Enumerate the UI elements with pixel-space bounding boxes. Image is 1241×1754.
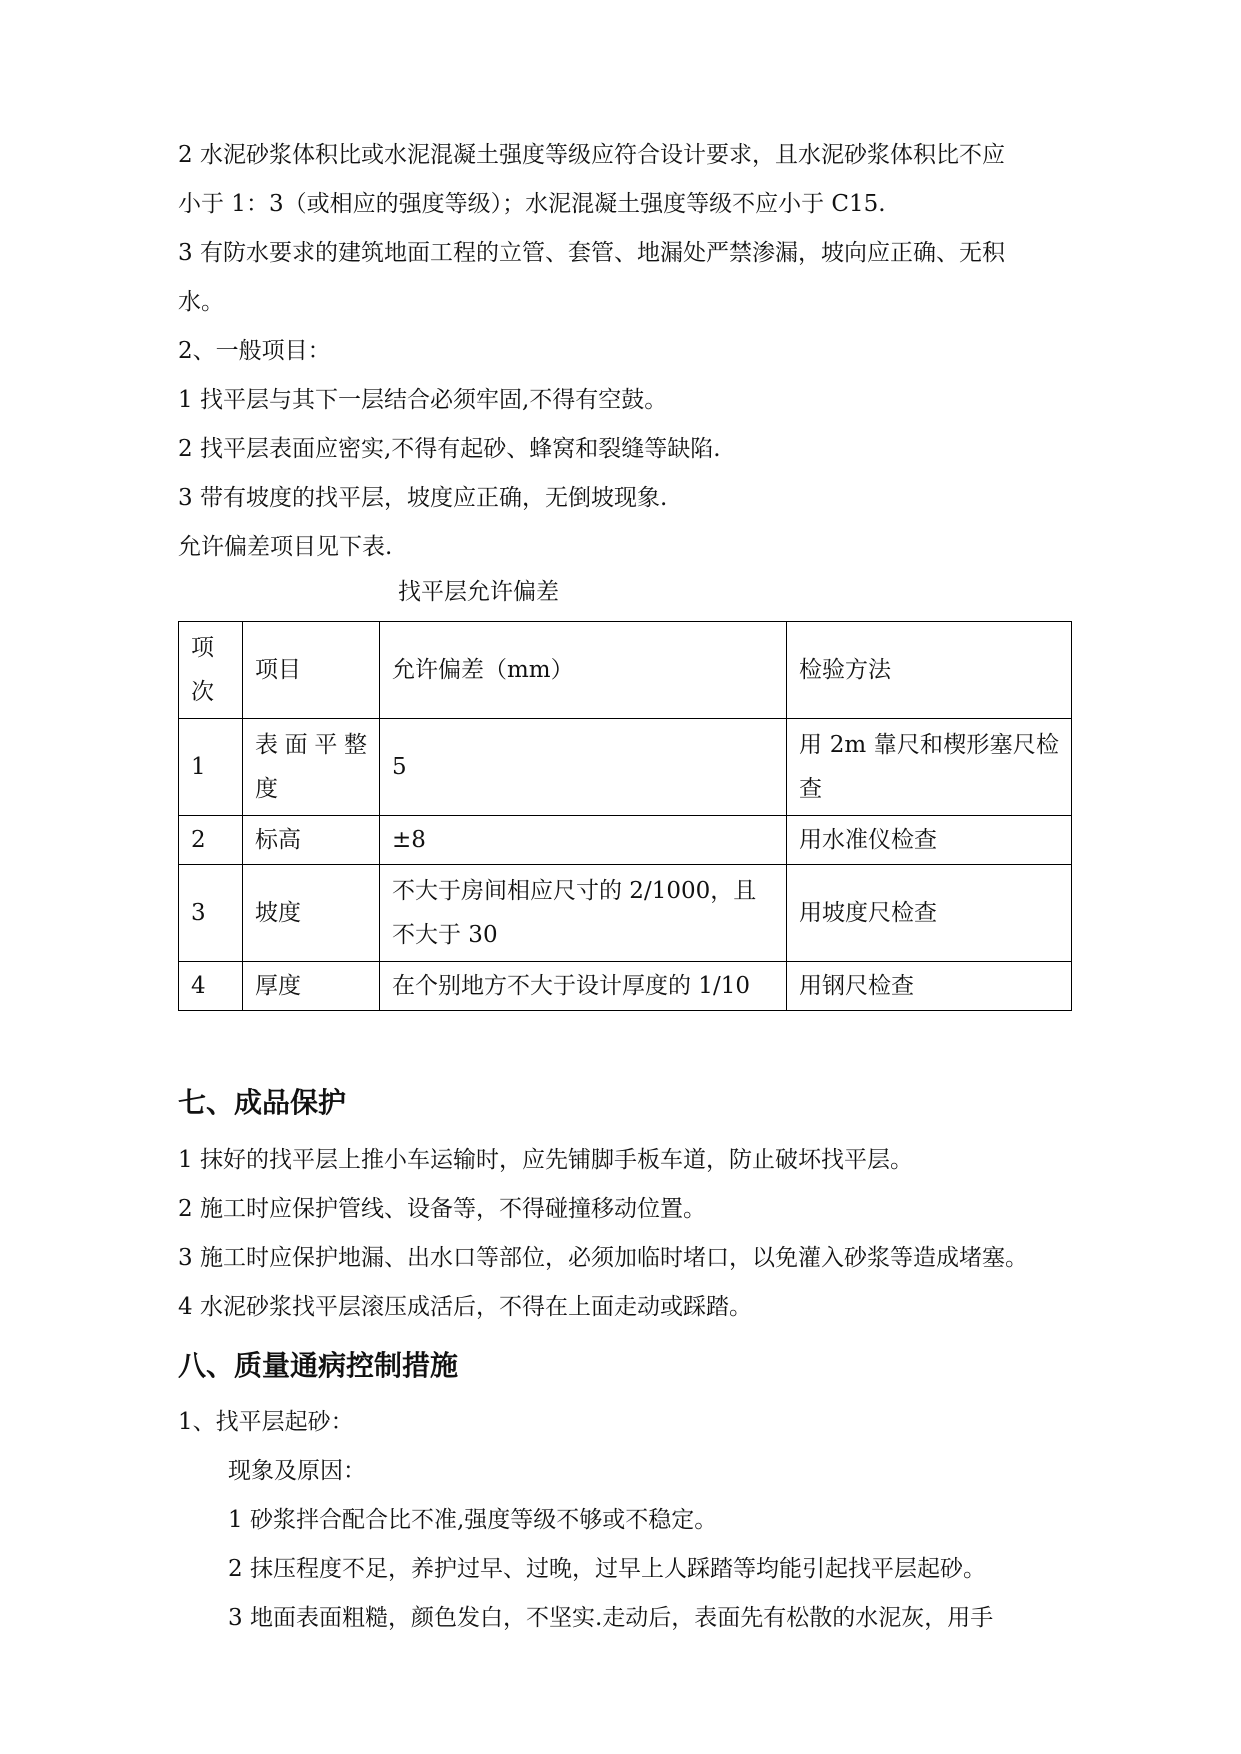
table-cell: 厚度 [243,962,380,1011]
paragraph: 1 抹好的找平层上推小车运输时，应先铺脚手板车道，防止破坏找平层。 [178,1147,913,1173]
table-cell: 不大于房间相应尺寸的 2/1000，且不大于 30 [380,865,787,962]
header-cell: 允许偏差（mm） [380,622,787,719]
paragraph: 3 施工时应保护地漏、出水口等部位，必须加临时堵口，以免灌入砂浆等造成堵塞。 [178,1245,1028,1271]
table-cell: 在个别地方不大于设计厚度的 1/10 [380,962,787,1011]
paragraph: 1、找平层起砂： [178,1409,354,1435]
table-cell: 3 [179,865,243,962]
table-cell: 用坡度尺检查 [787,865,1072,962]
paragraph: 2、一般项目： [178,338,331,364]
table-row [179,816,1072,865]
header-cell: 检验方法 [787,622,1072,719]
paragraph: 2 抹压程度不足，养护过早、过晚，过早上人踩踏等均能引起找平层起砂。 [228,1556,986,1582]
table-row [179,962,1072,1011]
table-cell: 1 [179,719,243,816]
paragraph: 4 水泥砂浆找平层滚压成活后，不得在上面走动或踩踏。 [178,1294,752,1320]
section-heading: 七、成品保护 [178,1086,347,1119]
paragraph: 3 有防水要求的建筑地面工程的立管、套管、地漏处严禁渗漏，坡向应正确、无积 [178,240,1005,266]
paragraph: 3 地面表面粗糙，颜色发白，不坚实.走动后，表面先有松散的水泥灰，用手 [228,1605,994,1631]
table-cell: 5 [380,719,787,816]
table-cell: ±8 [380,816,787,865]
paragraph: 1 找平层与其下一层结合必须牢固,不得有空鼓。 [178,387,668,413]
table-header-row [179,622,1072,719]
table-cell: 坡度 [243,865,380,962]
paragraph: 2 找平层表面应密实,不得有起砂、蜂窝和裂缝等缺陷. [178,436,721,462]
table-caption: 找平层允许偏差 [398,579,559,605]
paragraph: 3 带有坡度的找平层，坡度应正确，无倒坡现象. [178,485,668,511]
paragraph: 现象及原因： [228,1458,366,1484]
table-cell: 表面平整度 [243,719,380,816]
paragraph: 水。 [178,289,224,315]
paragraph: 小于 1：3（或相应的强度等级）；水泥混凝土强度等级不应小于 C15. [178,191,886,217]
section-heading: 八、质量通病控制措施 [178,1349,459,1382]
deviation-table [178,621,1072,1011]
table-cell: 用钢尺检查 [787,962,1072,1011]
table-cell: 用水准仪检查 [787,816,1072,865]
table-cell: 用 2m 靠尺和楔形塞尺检查 [787,719,1072,816]
table-cell: 2 [179,816,243,865]
table-row [179,719,1072,816]
table-cell: 标高 [243,816,380,865]
paragraph: 允许偏差项目见下表. [178,534,393,560]
table-row [179,865,1072,962]
table-cell: 4 [179,962,243,1011]
header-cell: 项次 [179,622,243,719]
paragraph: 2 水泥砂浆体积比或水泥混凝土强度等级应符合设计要求，且水泥砂浆体积比不应 [178,142,1005,168]
paragraph: 2 施工时应保护管线、设备等，不得碰撞移动位置。 [178,1196,706,1222]
paragraph: 1 砂浆拌合配合比不准,强度等级不够或不稳定。 [228,1507,718,1533]
header-cell: 项目 [243,622,380,719]
